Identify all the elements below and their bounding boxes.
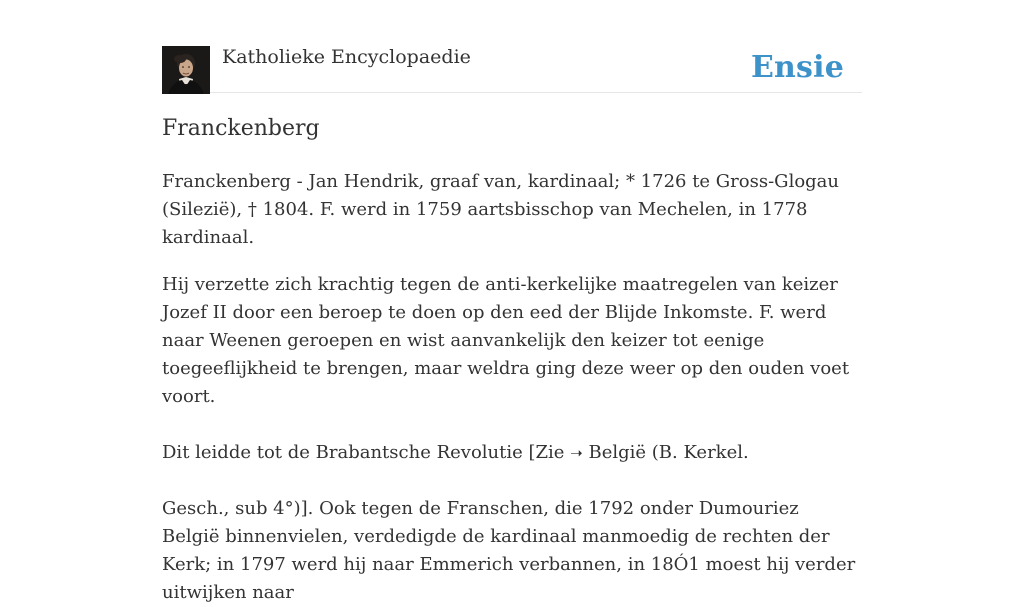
header [162, 0, 862, 93]
cross-reference-link[interactable]: België (B. Kerkel. [582, 442, 749, 463]
portrait-icon [162, 46, 210, 94]
source-title[interactable]: Katholieke Encyclopaedie [222, 46, 471, 68]
brand-logo[interactable]: Ensie [750, 50, 844, 85]
article-title: Franckenberg [162, 116, 320, 141]
link-arrow-icon[interactable]: ➝ [570, 444, 583, 462]
paragraph-1: Franckenberg - Jan Hendrik, graaf van, kardinaal; * 1726 te Gross-Glogau (Silezië), † 1804. F. werd in 1759 aartsbisschop van Mechelen, in 1778 kardinaal. [162, 171, 840, 248]
article-body [162, 168, 862, 607]
paragraph-4: Gesch., sub 4°)]. Ook tegen de Franschen, die 1792 onder Dumouriez België binnenvielen, verdedigde de kardinaal manmoedig de rechten der Kerk; in 1797 werd hij naar Emmerich verbannen, in 18Ó1 moest hij verder uitwijken naar [162, 498, 856, 603]
source-avatar[interactable] [162, 46, 210, 94]
spacer [162, 467, 862, 495]
paragraph-2: Hij verzette zich krachtig tegen de anti-kerkelijke maatregelen van keizer Jozef II door een beroep te doen op den eed der Blijde Inkomste. F. werd naar Weenen geroepen en wist aanvankelijk den keizer tot eenige toegeeflijkheid te brengen, maar weldra ging deze weer op den ouden voet voort. [162, 274, 850, 407]
paragraph-3-text: Dit leidde tot de Brabantsche Revolutie [Zie [162, 442, 571, 463]
page [162, 0, 862, 603]
spacer [162, 411, 862, 439]
paragraph-3 [162, 439, 862, 467]
